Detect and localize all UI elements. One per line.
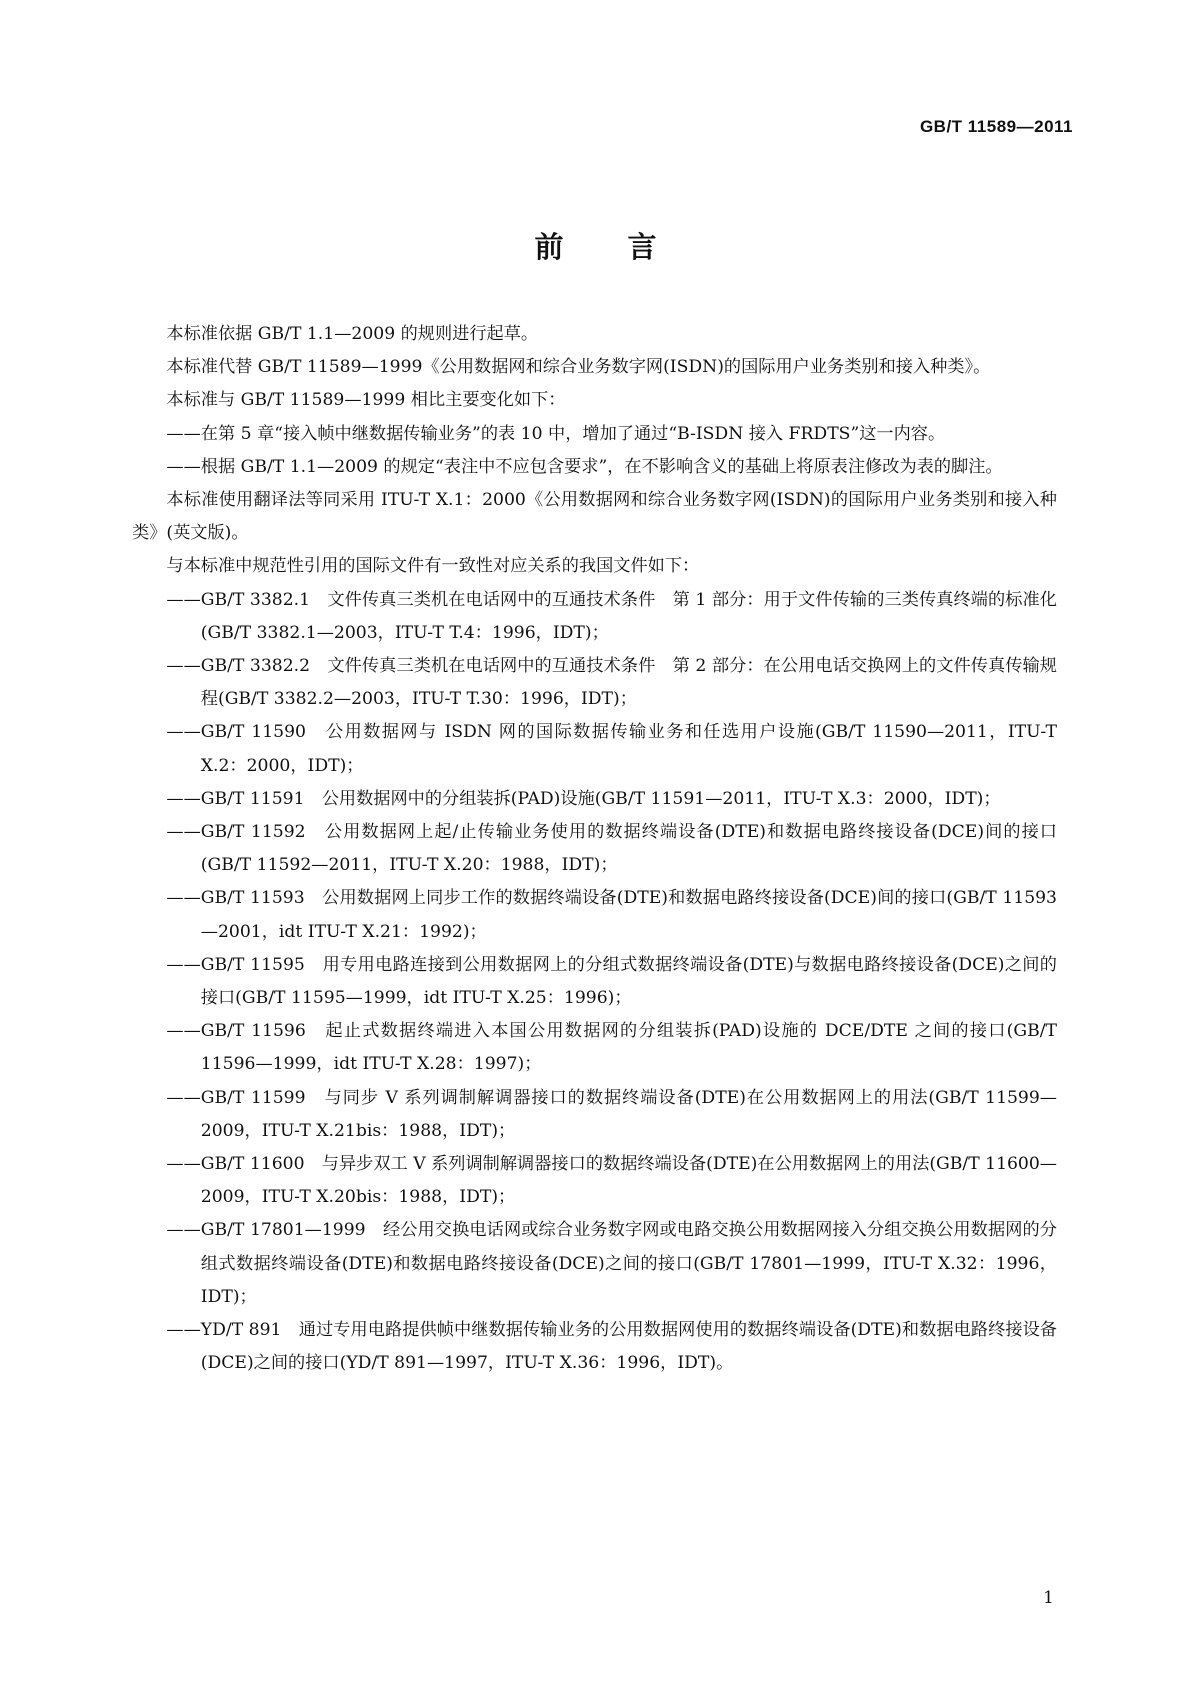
page-number: 1	[1043, 1588, 1054, 1608]
reference-item: ——GB/T 11600 与异步双工 V 系列调制解调器接口的数据终端设备(DTE)在公用数据网上的用法(GB/T 11600—2009，ITU-T X.20bis：1988，IDT)；	[166, 1154, 1057, 1208]
reference-item: ——GB/T 11599 与同步 V 系列调制解调器接口的数据终端设备(DTE)在公用数据网上的用法(GB/T 11599—2009，ITU-T X.21bis：1988，IDT)；	[166, 1087, 1057, 1141]
reference-item: ——GB/T 11596 起止式数据终端进入本国公用数据网的分组装拆(PAD)设施的 DCE/DTE 之间的接口(GB/T 11596—1999，idt ITU-T X.28：1997)；	[166, 1021, 1057, 1075]
reference-item: ——GB/T 17801—1999 经公用交换电话网或综合业务数字网或电路交换公用数据网接入分组交换公用数据网的分组式数据终端设备(DTE)和数据电路终接设备(DCE)之间的接口(GB/T 17801—1999，ITU-T X.32：1996，IDT)；	[166, 1220, 1057, 1307]
paragraph-changes-intro: 本标准与 GB/T 11589—1999 相比主要变化如下：	[166, 390, 566, 411]
reference-item: ——GB/T 11592 公用数据网上起/止传输业务使用的数据终端设备(DTE)和数据电路终接设备(DCE)间的接口(GB/T 11592—2011，ITU-T X.20：1988，IDT)；	[166, 822, 1057, 876]
paragraph-replaces: 本标准代替 GB/T 11589—1999《公用数据网和综合业务数字网(ISDN)的国际用户业务类别和接入种类》。	[166, 357, 991, 378]
reference-item: ——GB/T 11591 公用数据网中的分组装拆(PAD)设施(GB/T 11591—2011，ITU-T X.3：2000，IDT)；	[166, 788, 1001, 809]
standard-code: GB/T 11589—2011	[919, 117, 1073, 136]
reference-item: ——YD/T 891 通过专用电路提供帧中继数据传输业务的公用数据网使用的数据终端设备(DTE)和数据电路终接设备(DCE)之间的接口(YD/T 891—1997，ITU-T X.36：1996，IDT)。	[166, 1320, 1057, 1374]
change-item: ——根据 GB/T 1.1—2009 的规定“表注中不应包含要求”，在不影响含义的基础上将原表注修改为表的脚注。	[166, 456, 1003, 477]
reference-item: ——GB/T 11590 公用数据网与 ISDN 网的国际数据传输业务和任选用户设施(GB/T 11590—2011，ITU-T X.2：2000，IDT)；	[166, 722, 1057, 776]
reference-item: ——GB/T 11595 用专用电路连接到公用数据网上的分组式数据终端设备(DTE)与数据电路终接设备(DCE)之间的接口(GB/T 11595—1999，idt ITU-T X.25：1996)；	[166, 954, 1057, 1009]
foreword-body	[132, 318, 1057, 1381]
change-item: ——在第 5 章“接入帧中继数据传输业务”的表 10 中，增加了通过“B-ISDN 接入 FRDTS”这一内容。	[166, 423, 946, 444]
page-title: 前言	[534, 230, 721, 264]
paragraph-drafting-rules: 本标准依据 GB/T 1.1—2009 的规则进行起草。	[166, 324, 539, 344]
paragraph-references-intro: 与本标准中规范性引用的国际文件有一致性对应关系的我国文件如下：	[166, 556, 700, 577]
reference-item: ——GB/T 3382.1 文件传真三类机在电话网中的互通技术条件 第 1 部分：用于文件传输的三类传真终端的标准化(GB/T 3382.1—2003，ITU-T T.4：1996，IDT)；	[166, 589, 1057, 643]
reference-item: ——GB/T 11593 公用数据网上同步工作的数据终端设备(DTE)和数据电路终接设备(DCE)间的接口(GB/T 11593—2001，idt ITU-T X.21：1992)；	[166, 888, 1057, 942]
reference-item: ——GB/T 3382.2 文件传真三类机在电话网中的互通技术条件 第 2 部分：在公用电话交换网上的文件传真传输规程(GB/T 3382.2—2003，ITU-T T.30：1996，IDT)；	[166, 656, 1057, 710]
paragraph-adoption: 本标准使用翻译法等同采用 ITU-T X.1：2000《公用数据网和综合业务数字网(ISDN)的国际用户业务类别和接入种类》(英文版)。	[132, 490, 1057, 544]
